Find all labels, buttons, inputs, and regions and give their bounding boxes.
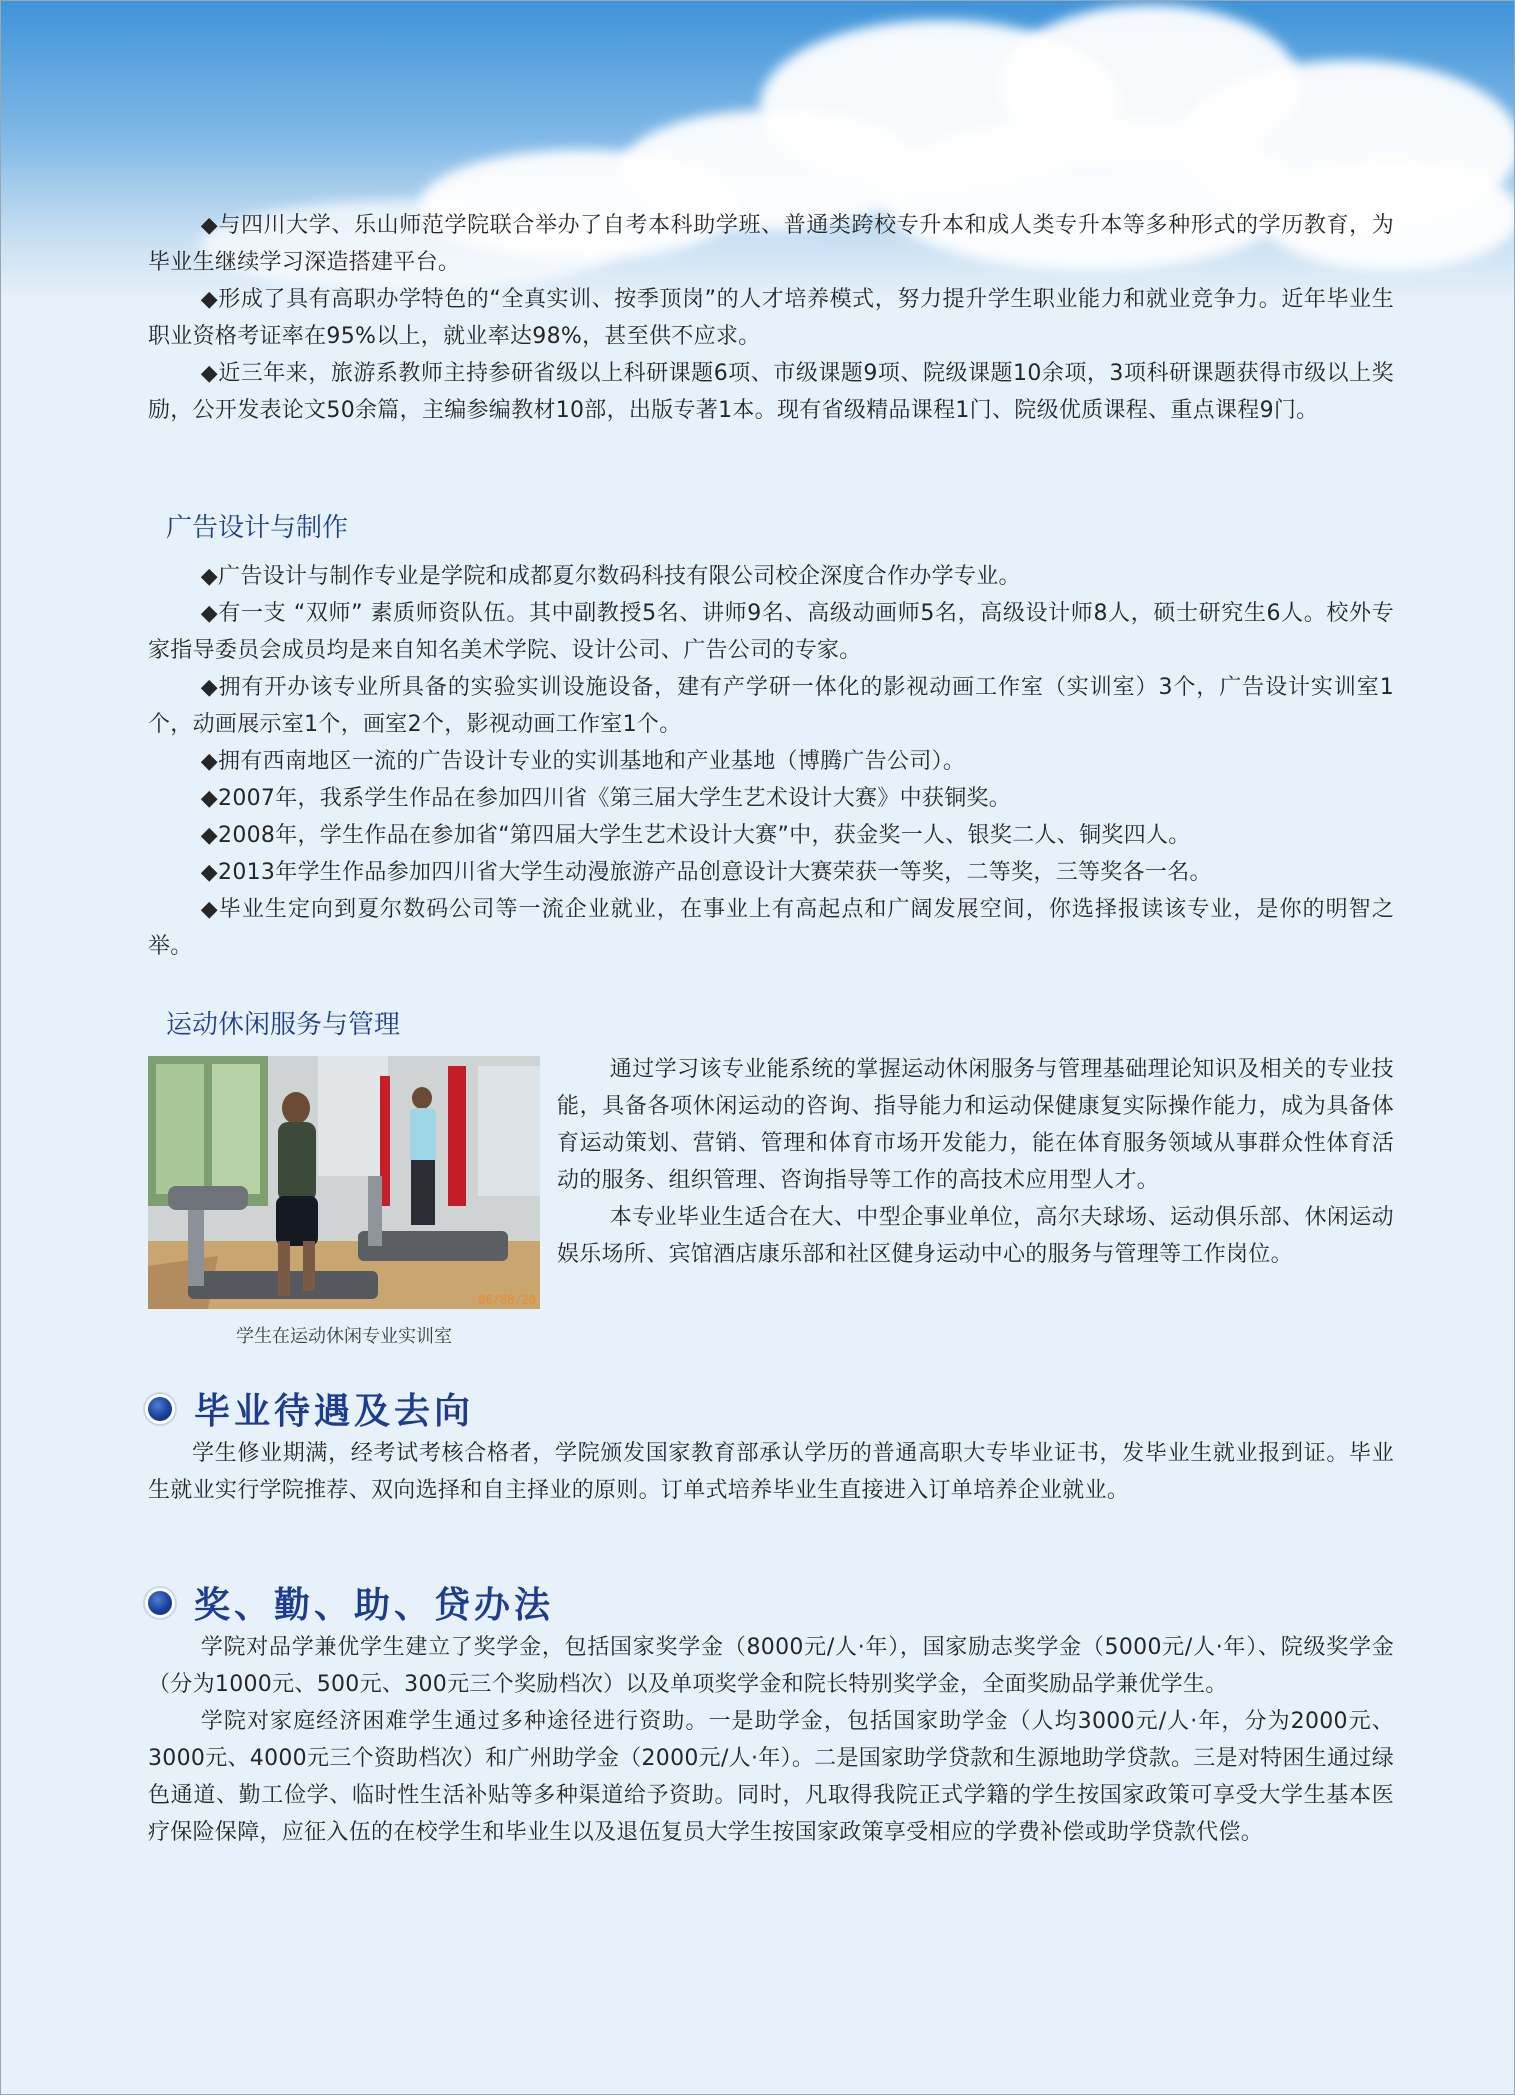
blue-bullet-icon	[148, 1591, 172, 1615]
blue-bullet-icon	[148, 1397, 172, 1421]
intro-section	[148, 207, 1394, 429]
advertising-paragraph: ◆有一支 “双师” 素质师资队伍。其中副教授5名、讲师9名、高级动画师5名，高级设计师8人，硕士研究生6人。校外专家指导委员会成员均是来自知名美术学院、设计公司、广告公司的专家。	[148, 601, 1394, 663]
advertising-section	[148, 507, 1394, 965]
aid-section	[148, 1629, 1394, 1851]
graduation-title: 毕业待遇及去向	[194, 1390, 475, 1432]
intro-paragraph: ◆与四川大学、乐山师范学院联合举办了自考本科助学班、普通类跨校专升本和成人类专升本等多种形式的学历教育，为毕业生继续学习深造搭建平台。	[148, 213, 1394, 275]
intro-paragraph: ◆形成了具有高职办学特色的“全真实训、按季顶岗”的人才培养模式，努力提升学生职业能力和就业竞争力。近年毕业生职业资格考证率在95%以上，就业率达98%，甚至供不应求。	[148, 287, 1394, 349]
sports-heading: 运动休闲服务与管理	[166, 1010, 401, 1040]
aid-paragraph: 学院对家庭经济困难学生通过多种途径进行资助。一是助学金，包括国家助学金（人均3000元/人·年，分为2000元、3000元、4000元三个资助档次）和广州助学金（2000元/人·年）。二是国家助学贷款和生源地助学贷款。三是对特困生通过绿色通道、勤工俭学、临时性生活补贴等多种渠道给予资助。同时，凡取得我院正式学籍的学生按国家政策可享受大学生基本医疗保险保障，应征入伍的在校学生和毕业生以及退伍复员大学生按国家政策享受相应的学费补偿或助学贷款代偿。	[148, 1709, 1394, 1845]
graduation-section	[148, 1435, 1394, 1509]
advertising-paragraph: ◆毕业生定向到夏尔数码公司等一流企业就业，在事业上有高起点和广阔发展空间，你选择报读该专业，是你的明智之举。	[148, 897, 1394, 959]
intro-paragraph: ◆近三年来，旅游系教师主持参研省级以上科研课题6项、市级课题9项、院级课题10余项，3项科研课题获得市级以上奖励，公开发表论文50余篇，主编参编教材10部，出版专著1本。现有省级精品课程1门、院级优质课程、重点课程9门。	[148, 361, 1394, 423]
graduation-heading	[148, 1383, 474, 1434]
sports-paragraph: 本专业毕业生适合在大、中型企事业单位，高尔夫球场、运动俱乐部、休闲运动娱乐场所、宾馆酒店康乐部和社区健身运动中心的服务与管理等工作岗位。	[557, 1205, 1394, 1267]
advertising-heading: 广告设计与制作	[166, 513, 349, 543]
advertising-paragraph: ◆2008年，学生作品在参加省“第四届大学生艺术设计大赛”中，获金奖一人、银奖二人、铜奖四人。	[200, 823, 1191, 848]
aid-heading	[148, 1577, 554, 1628]
photo-date-stamp: 06/08/20	[478, 1293, 536, 1307]
advertising-paragraph: ◆广告设计与制作专业是学院和成都夏尔数码科技有限公司校企深度合作办学专业。	[200, 564, 1021, 589]
advertising-paragraph: ◆拥有开办该专业所具备的实验实训设施设备，建有产学研一体化的影视动画工作室（实训室）3个，广告设计实训室1个，动画展示室1个，画室2个，影视动画工作室1个。	[148, 675, 1394, 737]
aid-paragraph: 学院对品学兼优学生建立了奖学金，包括国家奖学金（8000元/人·年），国家励志奖学金（5000元/人·年）、院级奖学金（分为1000元、500元、300元三个奖励档次）以及单项奖学金和院长特别奖学金，全面奖励品学兼优学生。	[148, 1635, 1394, 1697]
advertising-paragraph: ◆2007年，我系学生作品在参加四川省《第三届大学生艺术设计大赛》中获铜奖。	[200, 786, 1012, 811]
advertising-paragraph: ◆2013年学生作品参加四川省大学生动漫旅游产品创意设计大赛荣获一等奖，二等奖，三等奖各一名。	[200, 860, 1212, 885]
photo-caption: 学生在运动休闲专业实训室	[236, 1326, 452, 1347]
sports-paragraph: 通过学习该专业能系统的掌握运动休闲服务与管理基础理论知识及相关的专业技能，具备各项休闲运动的咨询、指导能力和运动保健康复实际操作能力，成为具备体育运动策划、营销、管理和体育市场开发能力，能在体育服务领域从事群众性体育活动的服务、组织管理、咨询指导等工作的高技术应用型人才。	[557, 1057, 1394, 1193]
graduation-paragraph: 学生修业期满，经考试考核合格者，学院颁发国家教育部承认学历的普通高职大专毕业证书，发毕业生就业报到证。毕业生就业实行学院推荐、双向选择和自主择业的原则。订单式培养毕业生直接进入订单培养企业就业。	[148, 1441, 1394, 1503]
aid-title: 奖、勤、助、贷办法	[194, 1584, 555, 1626]
advertising-paragraph: ◆拥有西南地区一流的广告设计专业的实训基地和产业基地（博腾广告公司）。	[200, 749, 966, 774]
sports-text	[557, 1051, 1394, 1273]
treadmill-photo	[148, 1056, 540, 1309]
